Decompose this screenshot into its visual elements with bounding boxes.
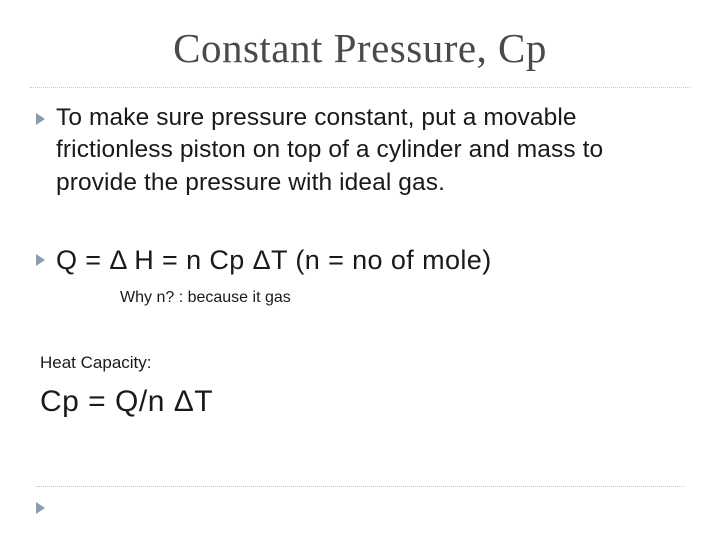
page-title: Constant Pressure, Cp [173,25,547,71]
slide-body [0,88,720,419]
footer-triangle-bullet-icon [36,501,45,519]
bullet-item-1-text: To make sure pressure constant, put a movable frictionless piston on top of a cylinder and mass to provide the pressure with ideal gas. [56,104,604,196]
triangle-bullet-icon [36,243,56,268]
bullet-item-2 [36,243,680,279]
triangle-bullet-icon [36,102,56,127]
heat-capacity-label: Heat Capacity: [40,352,152,372]
bullet-item-2-text: Q = Δ H = n Cp ΔT (n = no of mole) [56,245,492,276]
bullet-item-1 [36,102,680,199]
footer-divider [36,486,684,487]
sub-note: Why n? : because it gas [120,288,291,306]
heat-capacity-equation: Cp = Q/n ΔT [40,384,214,418]
